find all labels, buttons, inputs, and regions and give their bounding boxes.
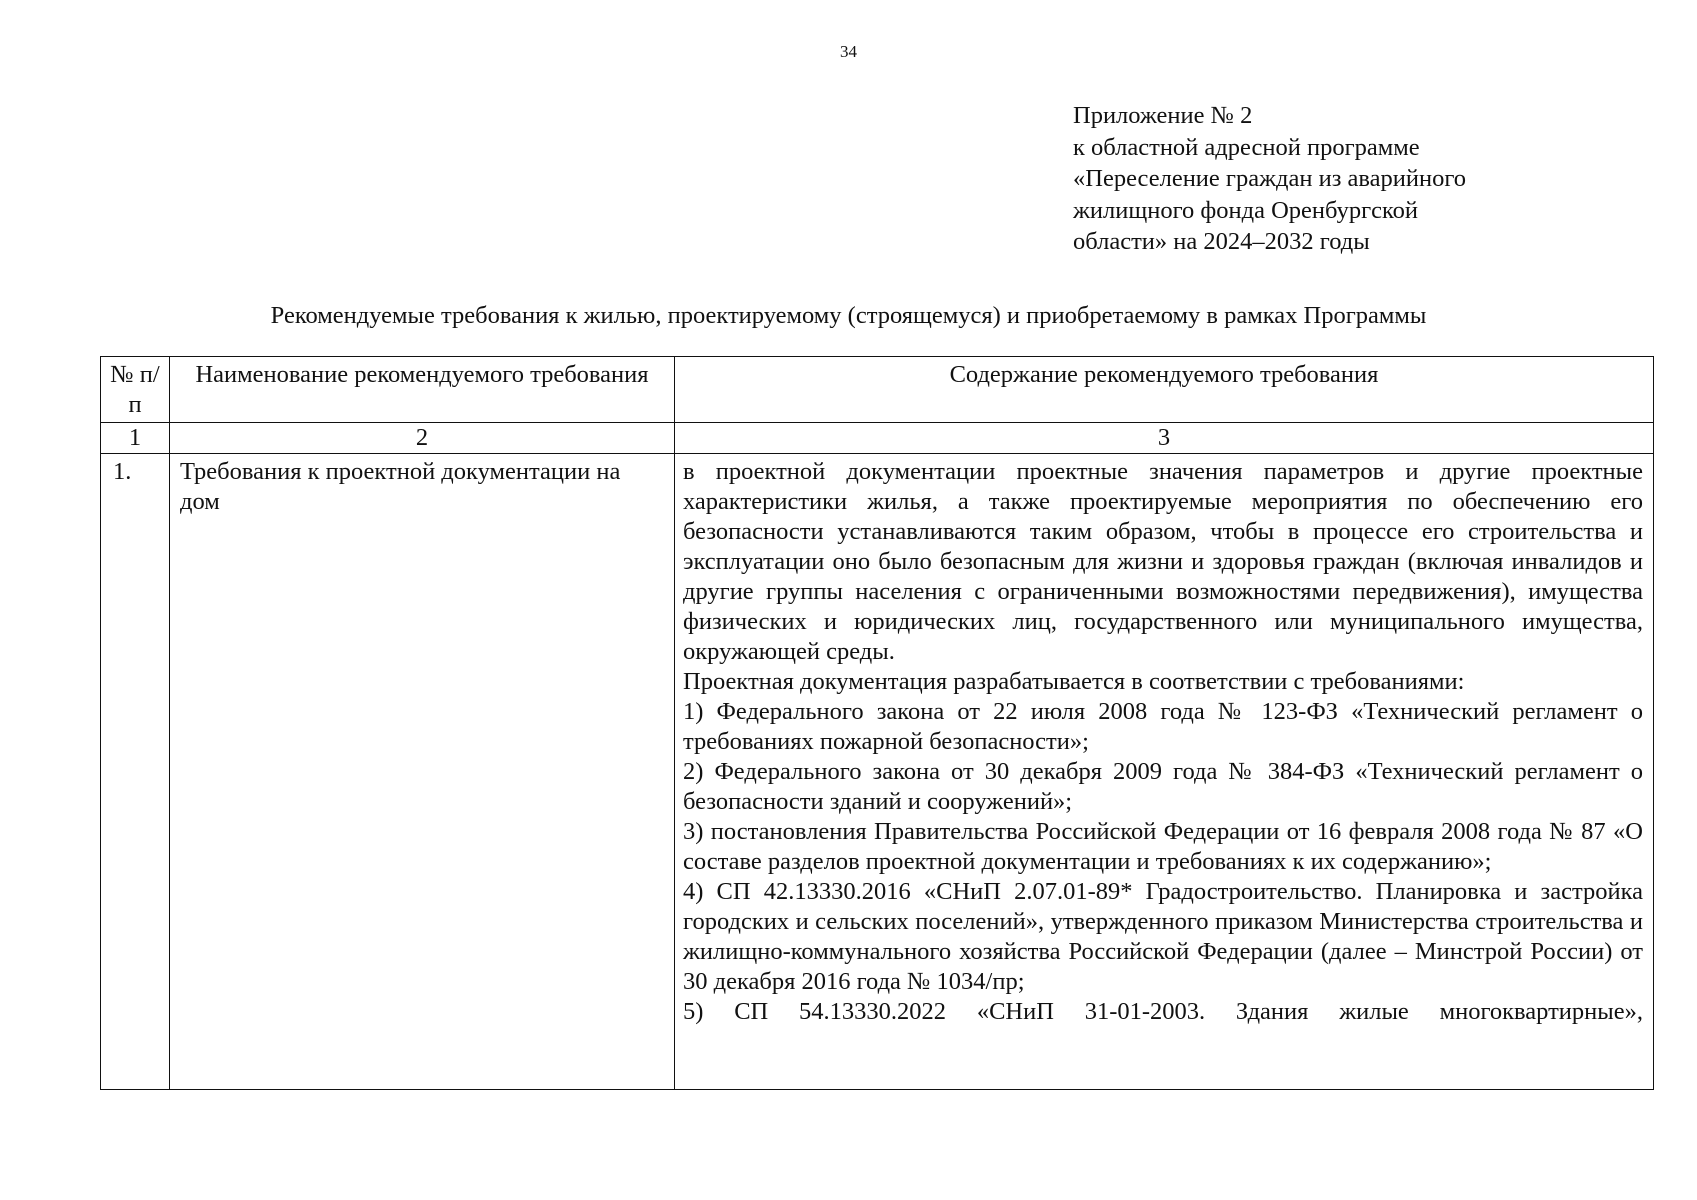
content-paragraph: 4) СП 42.13330.2016 «СНиП 2.07.01-89* Градостроительство. Планировка и застройка городских и сельских поселений», утвержденного приказом Министерства строительства и жилищно-коммунального хозяйства Российской Федерации (далее – Минстрой России) от 30 декабря 2016 года № 1034/пр; (683, 878, 1643, 995)
appendix-line: области» на 2024–2032 годы (1073, 228, 1370, 255)
table-header-row (101, 357, 1654, 423)
document-title: Рекомендуемые требования к жилью, проектируемому (строящемуся) и приобретаемому в рамках Программы (270, 302, 1427, 329)
requirements-table (100, 356, 1654, 1090)
requirement-content (675, 454, 1654, 1090)
column-number: 1 (101, 423, 170, 454)
row-number: 1. (101, 454, 170, 1090)
appendix-line: к областной адресной программе (1073, 133, 1420, 161)
header-num: № п/п (101, 357, 170, 423)
column-number: 2 (170, 423, 675, 454)
content-paragraph: 2) Федерального закона от 30 декабря 2009 года № 384-ФЗ «Технический регламент о безопасности зданий и сооружений»; (683, 758, 1643, 815)
appendix-line: жилищного фонда Оренбургской (1073, 196, 1419, 224)
content-paragraph: в проектной документации проектные значения параметров и другие проектные характеристики жилья, а также проектируемые мероприятия по обеспечению его безопасности устанавливаются таким образом, чтобы в процессе его строительства и эксплуатации оно было безопасным для жизни и здоровья граждан (включая инвалидов и другие группы населения с ограниченными возможностями передвижения), имущества физических и юридических лиц, государственного или муниципального имущества, окружающей среды. (683, 458, 1643, 665)
page-number: 34 (840, 42, 857, 61)
appendix-note (1073, 100, 1593, 258)
table-row (101, 454, 1654, 1090)
appendix-line: Приложение № 2 (1073, 102, 1253, 129)
header-content: Содержание рекомендуемого требования (675, 357, 1654, 423)
content-paragraph: 3) постановления Правительства Российской Федерации от 16 февраля 2008 года № 87 «О составе разделов проектной документации и требованиях к их содержанию»; (683, 818, 1643, 875)
header-name: Наименование рекомендуемого требования (170, 357, 675, 423)
requirement-name: Требования к проектной документации на дом (170, 454, 675, 1090)
column-number-row (101, 423, 1654, 454)
content-paragraph: 5) СП 54.13330.2022 «СНиП 31-01-2003. Здания жилые многоквартирные», (683, 998, 1643, 1025)
appendix-line: «Переселение граждан из аварийного (1073, 165, 1467, 192)
column-number: 3 (675, 423, 1654, 454)
content-paragraph: Проектная документация разрабатывается в соответствии с требованиями: (683, 668, 1465, 695)
content-paragraph: 1) Федерального закона от 22 июля 2008 года № 123-ФЗ «Технический регламент о требованиях пожарной безопасности»; (683, 698, 1643, 755)
